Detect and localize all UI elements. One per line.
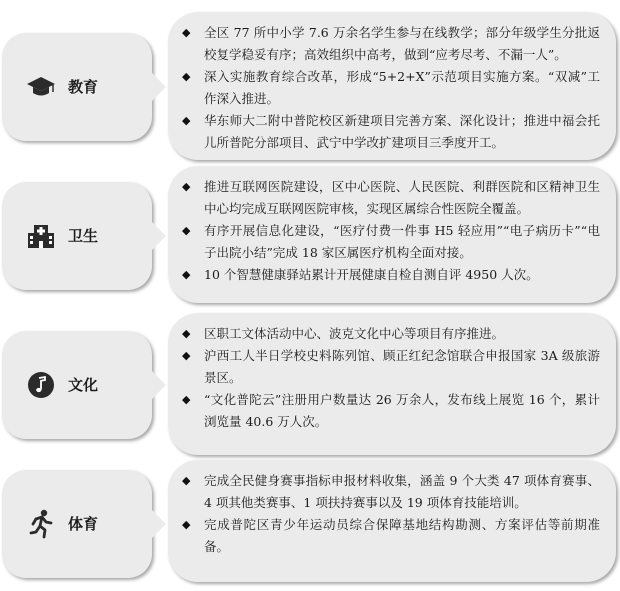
diamond-bullet-icon: ◆ bbox=[182, 224, 191, 237]
item-text: 华东师大二附中普陀校区新建项目完善方案、深化设计；推进中福会托儿所普陀分部项目、武宁中学改扩建项目三季度开工。 bbox=[204, 113, 600, 150]
music-note-icon bbox=[26, 369, 56, 401]
list-item bbox=[180, 264, 600, 286]
list-item bbox=[180, 220, 600, 264]
graduation-cap-icon bbox=[26, 71, 56, 103]
list-item bbox=[180, 389, 600, 433]
content-box-health bbox=[168, 166, 616, 303]
item-text: 区职工文体活动中心、波克文化中心等项目有序推进。 bbox=[204, 326, 505, 341]
item-text: “文化普陀云”注册用户数量达 26 万余人，发布线上展览 16 个，累计浏览量 40.6 万人次。 bbox=[204, 392, 600, 429]
list-item bbox=[180, 470, 600, 514]
diamond-bullet-icon: ◆ bbox=[182, 474, 191, 487]
list-item bbox=[180, 66, 600, 110]
content-box-sports bbox=[168, 460, 616, 582]
diamond-bullet-icon: ◆ bbox=[182, 26, 191, 39]
list-item bbox=[180, 514, 600, 558]
pointer-arrow bbox=[150, 71, 166, 103]
category-label-culture bbox=[2, 331, 152, 439]
category-label-education bbox=[2, 33, 152, 141]
pointer-arrow bbox=[150, 369, 166, 401]
hospital-icon bbox=[26, 220, 56, 252]
item-text: 全区 77 所中小学 7.6 万余名学生参与在线教学；部分年级学生分批返校复学稳妥有序；高效组织中高考，做到“应考尽考、不漏一人”。 bbox=[204, 25, 600, 62]
item-text: 完成全民健身赛事指标申报材料收集，涵盖 9 个大类 47 项体育赛事、4 项其他类赛事、1 项扶持赛事以及 19 项体育技能培训。 bbox=[204, 473, 600, 510]
category-label-sports bbox=[2, 470, 152, 578]
diamond-bullet-icon: ◆ bbox=[182, 349, 191, 362]
diamond-bullet-icon: ◆ bbox=[182, 70, 191, 83]
list-item bbox=[180, 22, 600, 66]
list-item bbox=[180, 110, 600, 154]
category-name: 卫生 bbox=[68, 227, 99, 245]
item-text: 深入实施教育综合改革，形成“5+2+X”示范项目实施方案。“双减”工作深入推进。 bbox=[204, 69, 600, 106]
pointer-arrow bbox=[150, 508, 166, 540]
category-name: 教育 bbox=[68, 78, 99, 96]
content-box-culture bbox=[168, 313, 616, 455]
item-text: 10 个智慧健康驿站累计开展健康自检自测自评 4950 人次。 bbox=[204, 267, 539, 282]
item-text: 有序开展信息化建设，“医疗付费一件事 H5 轻应用”“电子病历卡”“电子出院小结”完成 18 家区属医疗机构全面对接。 bbox=[204, 223, 600, 260]
diamond-bullet-icon: ◆ bbox=[182, 393, 191, 406]
list-item bbox=[180, 345, 600, 389]
category-name: 体育 bbox=[68, 515, 99, 533]
item-text: 沪西工人半日学校史料陈列馆、顾正红纪念馆联合申报国家 3A 级旅游景区。 bbox=[204, 348, 600, 385]
category-label-health bbox=[2, 182, 152, 290]
running-person-icon bbox=[26, 508, 56, 540]
category-name: 文化 bbox=[68, 376, 99, 394]
item-text: 推进互联网医院建设，区中心医院、人民医院、利群医院和区精神卫生中心均完成互联网医院审核，实现区属综合性医院全覆盖。 bbox=[204, 179, 600, 216]
content-box-education bbox=[168, 12, 616, 160]
diamond-bullet-icon: ◆ bbox=[182, 268, 191, 281]
diamond-bullet-icon: ◆ bbox=[182, 180, 191, 193]
diamond-bullet-icon: ◆ bbox=[182, 114, 191, 127]
pointer-arrow bbox=[150, 220, 166, 252]
list-item bbox=[180, 176, 600, 220]
diamond-bullet-icon: ◆ bbox=[182, 327, 191, 340]
diamond-bullet-icon: ◆ bbox=[182, 518, 191, 531]
item-text: 完成普陀区青少年运动员综合保障基地结构勘测、方案评估等前期准备。 bbox=[204, 517, 600, 554]
list-item bbox=[180, 323, 600, 345]
